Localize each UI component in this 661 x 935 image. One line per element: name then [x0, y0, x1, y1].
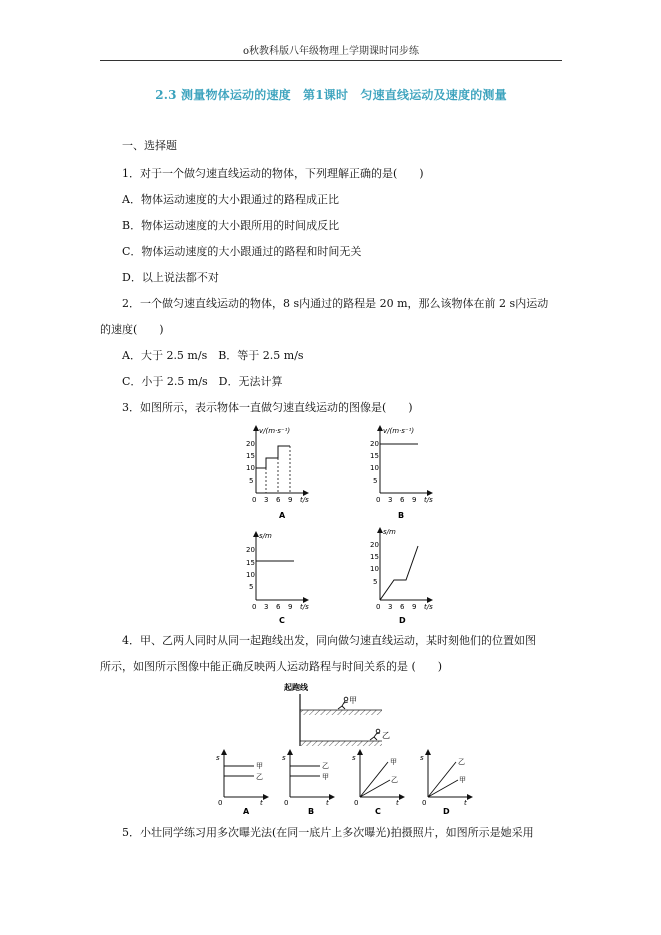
q3a-xtick-3: 3	[264, 496, 269, 504]
start-line-label: 起跑线	[284, 683, 308, 692]
q3b-ytick-20: 20	[370, 440, 379, 448]
q4b-origin: 0	[284, 799, 289, 807]
q4a-origin: 0	[218, 799, 223, 807]
q3c-xtick-9: 9	[288, 603, 293, 611]
q3a-xtick-0: 0	[252, 496, 257, 504]
q3d-ytick-15: 15	[370, 553, 379, 561]
q3c-ytick-20: 20	[246, 546, 255, 554]
q4d-jia: 甲	[459, 776, 466, 784]
q3c-xtick-6: 6	[276, 603, 281, 611]
q3c-ytick-10: 10	[246, 571, 255, 579]
q3a-ytick-5: 5	[249, 477, 254, 485]
q3b-ytick-5: 5	[373, 477, 378, 485]
q3-stem: 3．如图所示，表示物体一直做匀速直线运动的图像是( )	[122, 401, 413, 414]
q3b-ytick-10: 10	[370, 464, 379, 472]
q3d-ytick-5: 5	[373, 578, 378, 586]
q3d-ylabel: s/m	[383, 528, 396, 536]
q3d-ytick-10: 10	[370, 565, 379, 573]
q3b-xtick-9: 9	[412, 496, 417, 504]
q5-stem: 5．小壮同学练习用多次曝光法(在同一底片上多次曝光)拍摄照片，如图所示是她采用	[122, 826, 534, 839]
q3a-xtick-9: 9	[288, 496, 293, 504]
q3a-xlabel: t/s	[300, 496, 309, 504]
q3c-ytick-15: 15	[246, 559, 255, 567]
q4-graph-c	[352, 752, 402, 816]
runner-jia-label: 甲	[349, 696, 357, 705]
q1-option-d: D．以上说法都不对	[122, 271, 219, 284]
q4-stem-line1: 4．甲、乙两人同时从同一起跑线出发，同向做匀速直线运动，某时刻他们的位置如图	[122, 634, 536, 647]
q4a-jia: 甲	[256, 762, 263, 770]
q3b-ylabel: v/(m·s⁻¹)	[383, 427, 415, 435]
q4b-label: B	[308, 807, 315, 816]
q4c-xlabel: t	[396, 799, 399, 807]
q2-stem-line1: 2．一个做匀速直线运动的物体，8 s内通过的路程是 20 m，那么该物体在前 2 s内运动	[122, 297, 549, 310]
section-heading: 一、选择题	[122, 139, 177, 152]
q4c-ylabel: s	[352, 754, 356, 762]
runner-yi-icon	[370, 729, 380, 740]
q4d-xlabel: t	[464, 799, 467, 807]
q1-stem: 1．对于一个做匀速直线运动的物体，下列理解正确的是( )	[122, 167, 424, 180]
q4c-label: C	[375, 807, 381, 816]
q3b-xlabel: t/s	[424, 496, 433, 504]
q3d-ytick-20: 20	[370, 541, 379, 549]
q2-stem-line2: 的速度( )	[100, 323, 164, 336]
q3c-xlabel: t/s	[300, 603, 309, 611]
q3b-xtick-6: 6	[400, 496, 405, 504]
q3c-xtick-0: 0	[252, 603, 257, 611]
q4d-ylabel: s	[420, 754, 424, 762]
q3a-xtick-6: 6	[276, 496, 281, 504]
q4d-yi: 乙	[458, 758, 465, 766]
q4-stem-line2: 所示，如图所示图像中能正确反映两人运动路程与时间关系的是 ( )	[100, 660, 443, 673]
q3c-xtick-3: 3	[264, 603, 269, 611]
q3c-label: C	[279, 616, 285, 625]
q4b-ylabel: s	[282, 754, 286, 762]
q3a-ytick-20: 20	[246, 440, 255, 448]
q3b-xtick-3: 3	[388, 496, 393, 504]
lesson-title: 2.3 测量物体运动的速度 第1课时 匀速直线运动及速度的测量	[155, 88, 507, 102]
page-header: o秋教科版八年级物理上学期课时同步练	[242, 46, 420, 57]
q3b-ytick-15: 15	[370, 452, 379, 460]
q3d-xtick-3: 3	[388, 603, 393, 611]
q4a-label: A	[243, 807, 250, 816]
q3b-xtick-0: 0	[376, 496, 381, 504]
q3c-ytick-5: 5	[249, 583, 254, 591]
q3d-xtick-9: 9	[412, 603, 417, 611]
q2-options-ab: A．大于 2.5 m/s B．等于 2.5 m/s	[122, 349, 304, 362]
q3d-xtick-6: 6	[400, 603, 405, 611]
q3d-xlabel: t/s	[424, 603, 433, 611]
q2-options-cd: C．小于 2.5 m/s D．无法计算	[122, 375, 283, 388]
q3a-ytick-15: 15	[246, 452, 255, 460]
q4c-jia: 甲	[390, 758, 397, 766]
q4c-yi: 乙	[391, 776, 398, 784]
q4c-origin: 0	[354, 799, 359, 807]
q4-graph-d	[420, 752, 470, 816]
q4-graph-b	[282, 752, 332, 816]
q4d-label: D	[443, 807, 450, 816]
q4a-yi: 乙	[256, 773, 263, 781]
runner-yi-label: 乙	[382, 731, 390, 740]
q4b-yi: 乙	[322, 762, 329, 770]
q4a-ylabel: s	[216, 754, 220, 762]
q3a-label: A	[279, 511, 286, 520]
q3a-ytick-10: 10	[246, 464, 255, 472]
q1-option-a: A．物体运动速度的大小跟通过的路程成正比	[122, 193, 339, 206]
q4a-xlabel: t	[260, 799, 263, 807]
q1-option-c: C．物体运动速度的大小跟通过的路程和时间无关	[122, 245, 362, 258]
q4b-xlabel: t	[326, 799, 329, 807]
q4-graph-a	[216, 752, 266, 816]
q4b-jia: 甲	[322, 773, 329, 781]
q4-track-scene	[284, 682, 390, 746]
runner-jia-icon	[338, 697, 348, 709]
q1-option-b: B．物体运动速度的大小跟所用的时间成反比	[122, 219, 340, 232]
q3a-ylabel: v/(m·s⁻¹)	[259, 427, 291, 435]
q3b-label: B	[398, 511, 405, 520]
q3d-xtick-0: 0	[376, 603, 381, 611]
q4d-origin: 0	[422, 799, 427, 807]
q3d-label: D	[399, 616, 406, 625]
q3c-ylabel: s/m	[259, 532, 272, 540]
